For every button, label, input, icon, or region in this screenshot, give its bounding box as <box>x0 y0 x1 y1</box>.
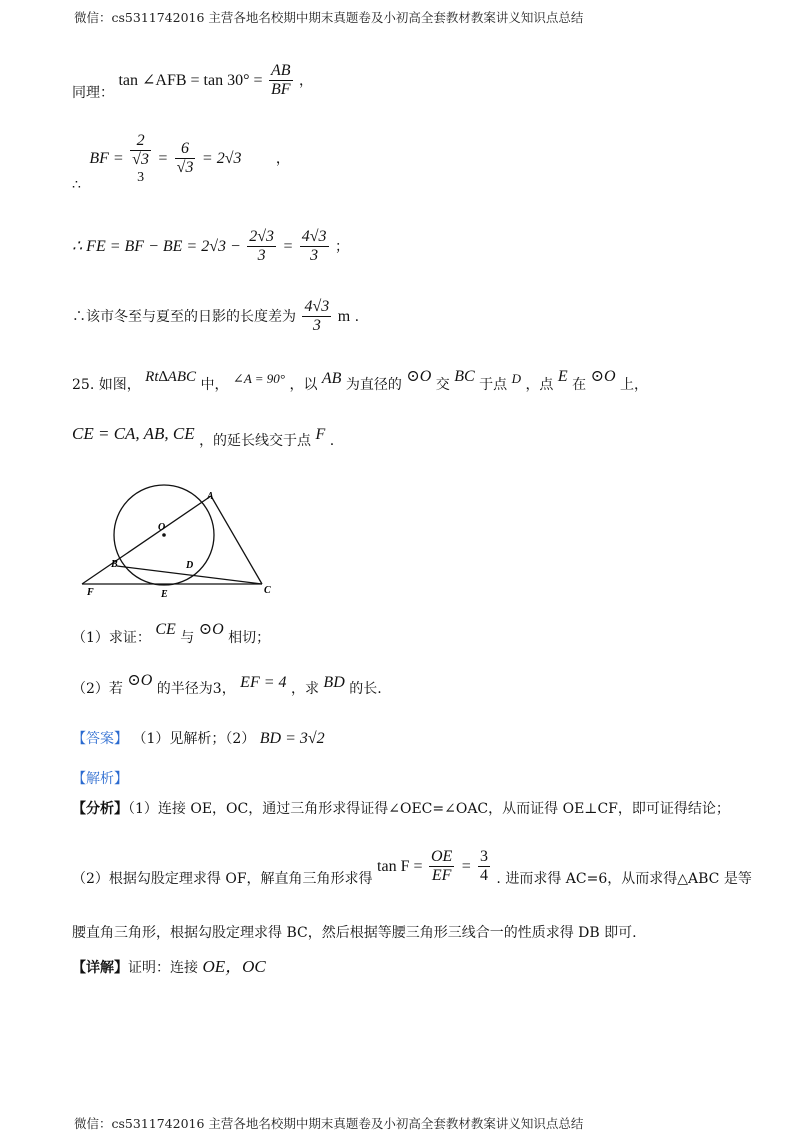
step-tan-afb: 同理： tan ∠AFB = tan 30° = $\frac{AB}{BF}$ ， <box>72 62 313 101</box>
jiexi-tag: 【解析】 <box>72 771 128 787</box>
fraction-4sqrt3-over-3-final: $\frac{4√3}{3}$ <box>304 298 330 335</box>
question-25-line1: 25. 如图， Rt∆ABC 中， ∠A = 90° ，以 AB 为直径的 ⊙O 交 BC 于点 D ，点 E 在 ⊙O 上， <box>72 368 648 393</box>
label-d: D <box>186 560 194 571</box>
line-ac <box>211 496 262 584</box>
analysis-line3: 腰直角三角形，根据勾股定理求得 BC，然后根据等腰三角形三线合一的性质求得 DB 即可. <box>72 925 637 941</box>
label-o: O <box>158 522 166 533</box>
label-a: A <box>207 491 214 502</box>
label-tongli: 同理： <box>72 84 114 101</box>
fraction-3-4: $\frac{3}{4}$ <box>479 848 488 885</box>
fraction-2-over-sqrt3-over-3: 2 √3 3 <box>132 132 149 185</box>
step-fe: ∴ FE = BF − BE = 2√3 − $\frac{2√3}{3}$ = $\frac{4√3}{3}$ ； <box>72 228 349 265</box>
label-f: F <box>87 587 94 598</box>
fe-expr: ∴ FE = BF − BE = 2√3 − <box>72 237 241 255</box>
bf-lhs: BF = <box>89 149 124 167</box>
therefore-symbol: ∴ <box>72 176 81 193</box>
jiexi-line <box>72 768 128 788</box>
question-25-part2: （2）若 ⊙O 的半径为3， EF = 4 ，求 BD 的长. <box>72 672 382 697</box>
tan-f-expr: tan F = <box>377 857 423 875</box>
answer-value: BD = 3√2 <box>259 730 325 747</box>
fraction-4sqrt3-over-3: $\frac{4√3}{3}$ <box>301 228 327 265</box>
unit-m: m <box>337 307 351 325</box>
bf-result: = 2√3 <box>201 149 242 167</box>
analysis-line1: 【分析】（1）连接 OE，OC，通过三角形求得证得∠OEC=∠OAC，从而证得 OE⊥CF，即可证得结论； <box>72 801 730 817</box>
geometry-figure <box>70 480 300 610</box>
tan-afb-expr: tan ∠AFB = tan 30° = <box>118 71 263 89</box>
fraction-6-over-sqrt3: $\frac{6}{√3}$ <box>176 140 194 177</box>
question-25-part1: （1）求证： CE 与 ⊙O 相切； <box>72 621 271 646</box>
analysis-line2: （2）根据勾股定理求得 OF，解直角三角形求得 tan F = $\frac{OE}{EF}$ = $\frac{3}{4}$ . 进而求得 AC=6，从而求得△ABC 是等 <box>72 848 752 887</box>
conclusion-text: ∴该市冬至与夏至的日影的长度差为 <box>72 308 296 325</box>
detail-math: OE，OC <box>202 957 266 976</box>
step-bf: ∴ BF = 2 √3 3 = $\frac{6}{√3}$ = 2√3 ， <box>72 132 290 193</box>
answer-tag: 【答案】 <box>72 731 128 747</box>
step-conclusion: ∴该市冬至与夏至的日影的长度差为 $\frac{4√3}{3}$ m . <box>72 298 360 335</box>
page-footer: 微信：cs5311742016 主营各地名校期中期末真题卷及小初高全套教材教案讲义知识点总结 <box>74 1116 584 1131</box>
detail-line: 【详解】证明：连接 OE，OC <box>72 957 266 976</box>
answer-line: 【答案】 （1）见解析；（2） BD = 3√2 <box>72 730 325 747</box>
analysis-tag: 【分析】 <box>72 801 128 817</box>
label-b: B <box>111 559 118 570</box>
fraction-oe-ef: $\frac{OE}{EF}$ <box>430 848 453 885</box>
label-c: C <box>264 585 271 596</box>
page-header: 微信：cs5311742016 主营各地名校期中期末真题卷及小初高全套教材教案讲义知识点总结 <box>74 10 584 25</box>
center-point-o <box>162 533 166 537</box>
question-25-line2: CE = CA, AB, CE ，的延长线交于点 F . <box>72 424 335 449</box>
detail-tag: 【详解】 <box>72 960 128 976</box>
fraction-2sqrt3-over-3: $\frac{2√3}{3}$ <box>249 228 275 265</box>
label-e: E <box>161 589 168 600</box>
fraction-ab-bf: $\frac{AB}{BF}$ <box>270 62 291 99</box>
